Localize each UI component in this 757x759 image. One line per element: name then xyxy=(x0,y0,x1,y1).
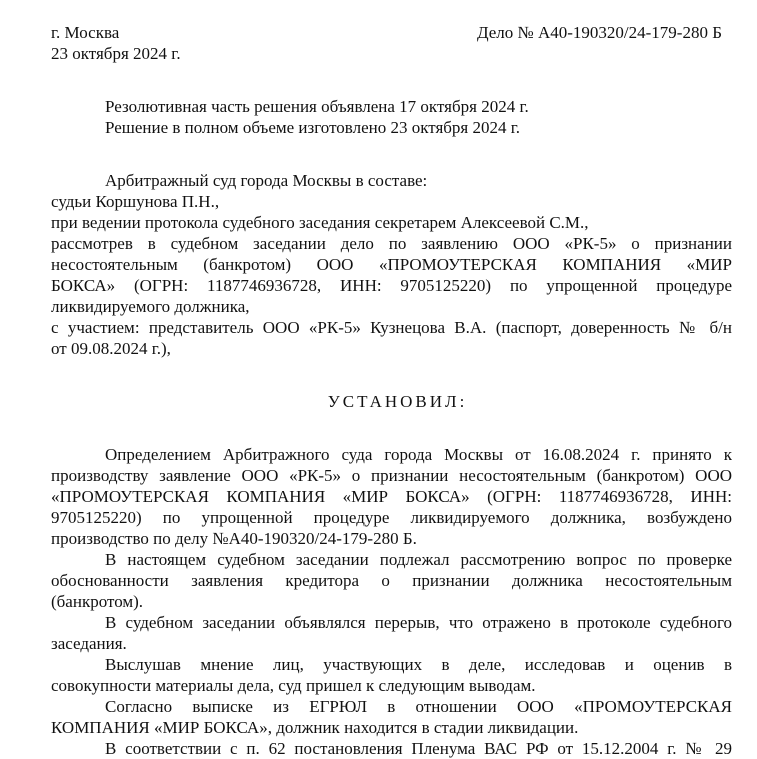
participants-line: от 09.08.2024 г.), xyxy=(51,339,171,358)
spacer xyxy=(51,159,732,170)
announcement-line: Решение в полном объеме изготовлено 23 октября 2024 г. xyxy=(105,118,521,137)
paragraph-line: Определением Арбитражного суда города Москвы от 16.08.2024 г. принято к xyxy=(105,445,732,464)
spacer xyxy=(51,138,732,159)
spacer xyxy=(51,64,732,85)
paragraph-line: Согласно выписке из ЕГРЮЛ в отношении ООО «ПРОМОУТЕРСКАЯ xyxy=(105,697,732,716)
case-number: Дело № А40-190320/24-179-280 Б xyxy=(476,23,722,42)
court-composition: Арбитражный суд города Москвы в составе: xyxy=(105,171,428,190)
judge: судьи Коршунова П.Н., xyxy=(51,192,220,211)
city: г. Москва xyxy=(51,23,120,42)
paragraph-line: Выслушав мнение лиц, участвующих в деле, исследовав и оценив в xyxy=(105,655,732,674)
spacer xyxy=(51,359,732,380)
paragraph-line: В настоящем судебном заседании подлежал рассмотрению вопрос по проверке xyxy=(105,550,732,569)
document-body xyxy=(51,22,732,759)
case-description-line: БОКСА» (ОГРН: 1187746936728, ИНН: 9705125220) по упрощенной процедуре xyxy=(51,276,732,295)
spacer xyxy=(51,380,732,391)
paragraph-line: 9705125220) по упрощенной процедуре ликвидируемого должника, возбуждено xyxy=(51,508,732,527)
participants-line: с участием: представитель ООО «РК-5» Кузнецова В.А. (паспорт, доверенность № б/н xyxy=(51,318,732,337)
paragraph-line: производству заявление ООО «РК-5» о признании несостоятельным (банкротом) ООО xyxy=(51,466,732,485)
case-description-line: ликвидируемого должника, xyxy=(51,297,250,316)
spacer xyxy=(51,412,732,433)
secretary: при ведении протокола судебного заседания секретарем Алексеевой С.М., xyxy=(51,213,589,232)
paragraph-line: (банкротом). xyxy=(51,592,144,611)
paragraph-line: заседания. xyxy=(51,634,127,653)
case-description-line: несостоятельным (банкротом) ООО «ПРОМОУТЕРСКАЯ КОМПАНИЯ «МИР xyxy=(51,255,732,274)
section-heading: УСТАНОВИЛ: xyxy=(327,392,468,411)
spacer xyxy=(51,85,732,96)
document-date: 23 октября 2024 г. xyxy=(51,44,181,63)
paragraph-line: совокупности материалы дела, суд пришел к следующим выводам. xyxy=(51,676,536,695)
paragraph-line-partial: В соответствии с п. 62 постановления Пленума ВАС РФ от 15.12.2004 г. № 29 xyxy=(105,739,732,758)
paragraph-line: производство по делу №А40-190320/24-179-280 Б. xyxy=(51,529,417,548)
case-description-line: рассмотрев в судебном заседании дело по заявлению ООО «РК-5» о признании xyxy=(51,234,732,253)
spacer xyxy=(51,433,732,444)
paragraph-line: В судебном заседании объявлялся перерыв, что отражено в протоколе судебного xyxy=(105,613,732,632)
paragraph-line: обоснованности заявления кредитора о признании должника несостоятельным xyxy=(51,571,732,590)
announcement-line: Резолютивная часть решения объявлена 17 октября 2024 г. xyxy=(105,97,529,116)
paragraph-line: «ПРОМОУТЕРСКАЯ КОМПАНИЯ «МИР БОКСА» (ОГРН: 1187746936728, ИНН: xyxy=(51,487,732,506)
paragraph-line: КОМПАНИЯ «МИР БОКСА», должник находится в стадии ликвидации. xyxy=(51,718,579,737)
